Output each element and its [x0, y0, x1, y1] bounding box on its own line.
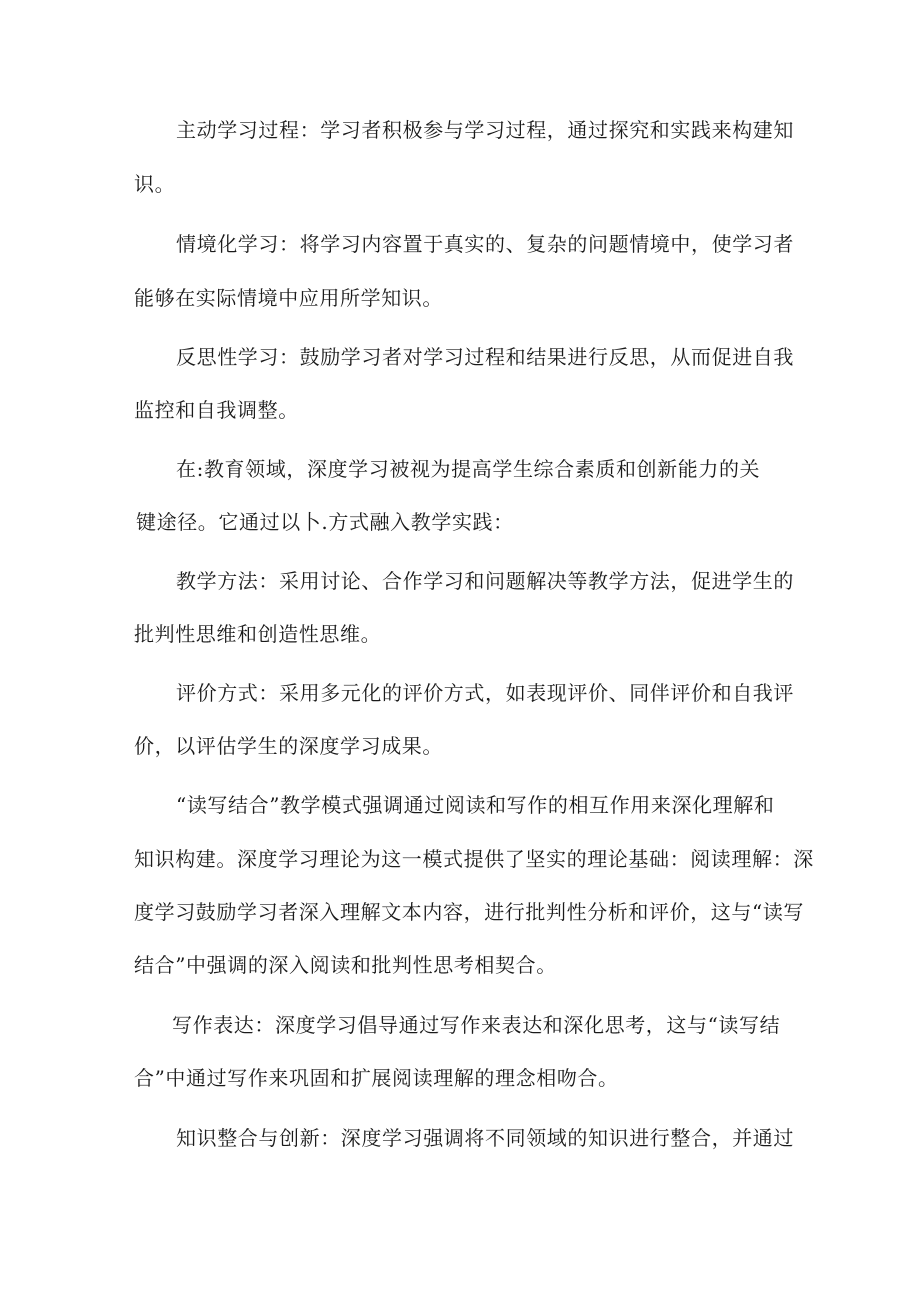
paragraph-line: 结合”中强调的深入阅读和批判性思考相契合。: [134, 953, 557, 977]
paragraph-line: 识。: [134, 172, 176, 196]
paragraph-line: 情境化学习：将学习内容置于真实的、复杂的问题情境中，使学习者: [176, 232, 794, 256]
paragraph-line: 教学方法：采用讨论、合作学习和问题解决等教学方法，促进学生的: [176, 569, 794, 593]
paragraph-line: 知识构建。深度学习理论为这一模式提供了坚实的理论基础：阅读理解：深: [134, 847, 814, 871]
paragraph-line: 在:教育领域，深度学习被视为提高学生综合素质和创新能力的关: [176, 457, 761, 481]
paragraph-line: 写作表达：深度学习倡导通过写作来表达和深化思考，这与“读写结: [172, 1013, 781, 1037]
paragraph-line: 能够在实际情境中应用所学知识。: [134, 286, 443, 310]
paragraph-line: 评价方式：采用多元化的评价方式，如表现评价、同伴评价和自我评: [176, 681, 794, 705]
paragraph-line: “读写结合”教学模式强调通过阅读和写作的相互作用来深化理解和: [176, 793, 775, 817]
paragraph-line: 度学习鼓励学习者深入理解文本内容，进行批判性分析和评价，这与“读写: [134, 900, 805, 924]
paragraph-line: 反思性学习：鼓励学习者对学习过程和结果进行反思，从而促进自我: [176, 345, 794, 369]
paragraph-line: 主动学习过程：学习者积极参与学习过程，通过探究和实践来构建知: [176, 118, 794, 142]
paragraph-line: 键途径。它通过以卜.方式融入教学实践：: [136, 510, 514, 534]
paragraph-line: 批判性思维和创造性思维。: [134, 622, 382, 646]
paragraph-line: 知识整合与创新：深度学习强调将不同领域的知识进行整合，并通过: [176, 1126, 794, 1150]
paragraph-line: 价，以评估学生的深度学习成果。: [134, 734, 443, 758]
paragraph-line: 监控和自我调整。: [134, 398, 299, 422]
paragraph-line: 合”中通过写作来巩固和扩展阅读理解的理念相吻合。: [134, 1066, 619, 1090]
